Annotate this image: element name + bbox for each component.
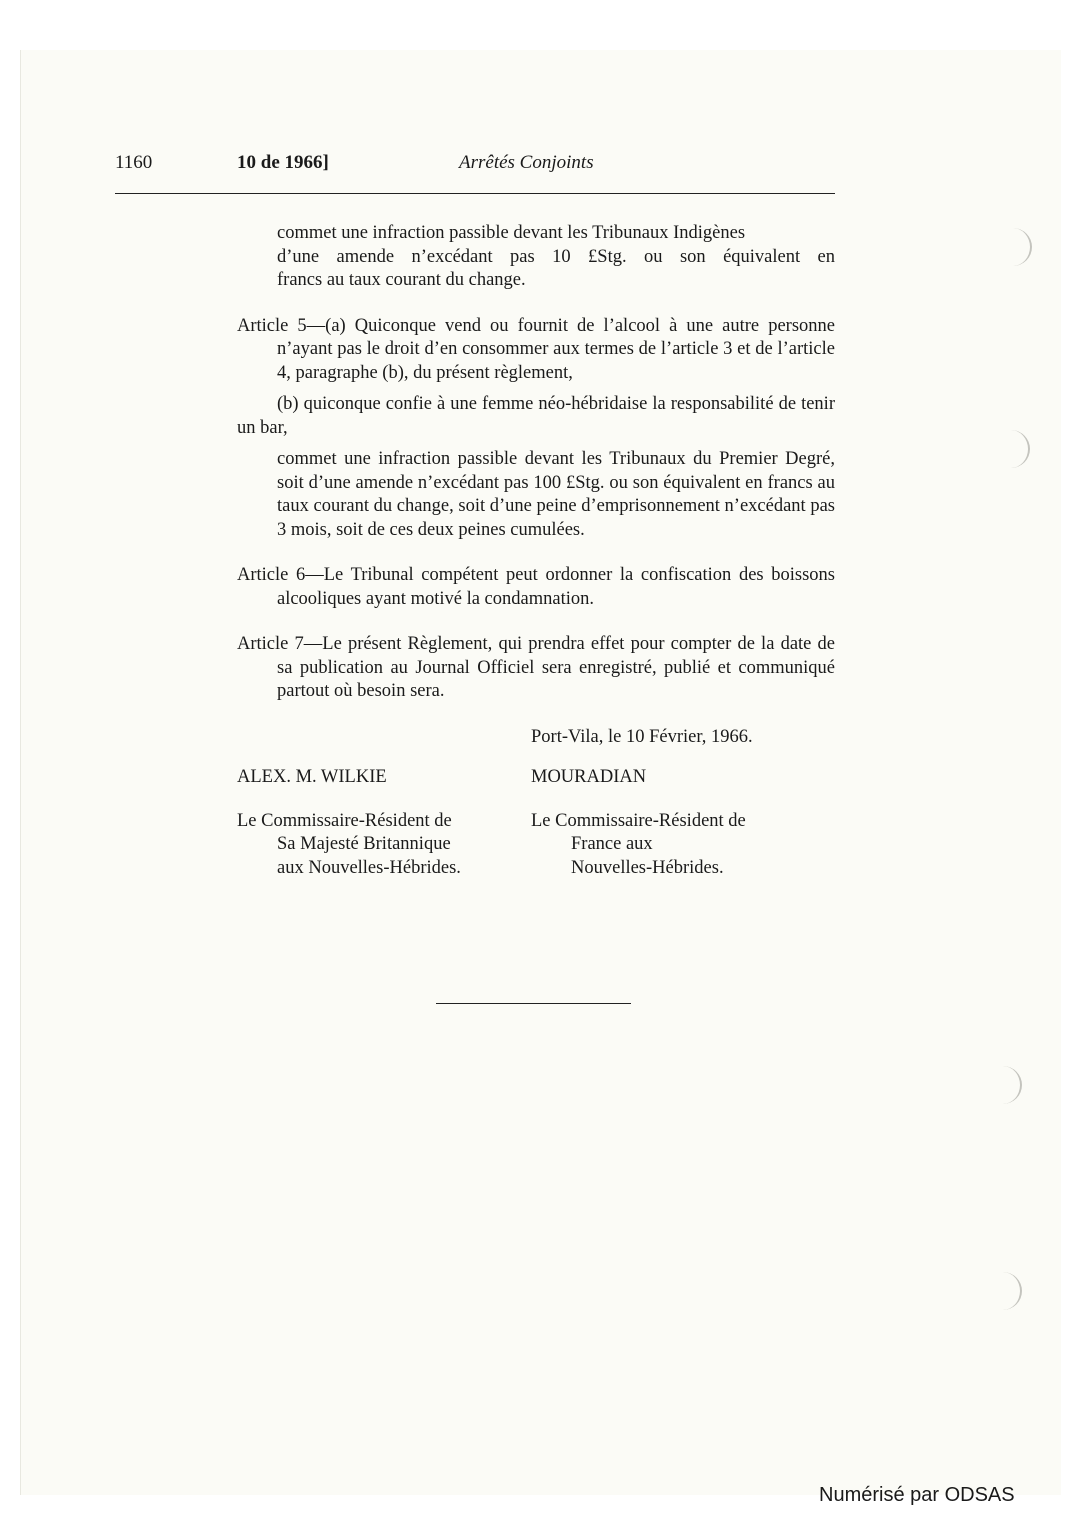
right-signatory-title bbox=[531, 810, 831, 881]
intro-line: francs au taux courant du change. bbox=[277, 270, 526, 290]
page-number: 1160 bbox=[115, 152, 153, 173]
place-date: Port-Vila, le 10 Février, 1966. bbox=[531, 726, 753, 747]
document-number: 10 de 1966] bbox=[237, 152, 329, 173]
title-line: Le Commissaire-Résident de bbox=[531, 810, 746, 831]
document-body bbox=[237, 222, 835, 880]
article-7: Article 7—Le présent Règlement, qui prendra effet pour compter de la date de sa publication au Journal Officiel sera enregistré, publié et communiqué partout où besoin sera. bbox=[237, 634, 835, 701]
page-header bbox=[115, 152, 835, 182]
article-5b: (b) quiconque confie à une femme néo-hébridaise la responsabilité de tenir un bar, bbox=[237, 394, 835, 438]
intro-line: commet une infraction passible devant les Tribunaux Indigènes bbox=[277, 223, 746, 243]
right-signatory-name: MOURADIAN bbox=[531, 767, 647, 787]
article-5-penalty: commet une infraction passible devant les Tribunaux du Premier Degré, soit d’une amende n’excédant pas 100 £Stg. ou son équivalent en francs au taux courant du change, soit d’une peine d’emprisonnement n’excédant pas 3 mois, soit de ces deux peines cumulées. bbox=[277, 449, 835, 540]
end-rule bbox=[436, 1003, 631, 1004]
title-line: Nouvelles-Hébrides. bbox=[571, 857, 724, 878]
left-signatory-title bbox=[237, 810, 531, 881]
title-line: Sa Majesté Britannique bbox=[277, 834, 451, 854]
signatory-names bbox=[237, 766, 835, 790]
title-line: France aux bbox=[571, 834, 653, 854]
intro-paragraph bbox=[237, 222, 835, 293]
digitization-watermark: Numérisé par ODSAS bbox=[819, 1484, 1015, 1506]
left-signatory-name: ALEX. M. WILKIE bbox=[237, 767, 387, 787]
title-line: Le Commissaire-Résident de bbox=[237, 810, 452, 831]
title-line: aux Nouvelles-Hébrides. bbox=[277, 857, 461, 878]
running-title: Arrêtés Conjoints bbox=[459, 152, 594, 173]
intro-line: d’une amende n’excédant pas 10 £Stg. ou son équivalent en bbox=[277, 246, 835, 267]
article-6: Article 6—Le Tribunal compétent peut ordonner la confiscation des boissons alcooliques ayant motivé la condamnation. bbox=[237, 565, 835, 609]
article-5a: Article 5—(a) Quiconque vend ou fournit de l’alcool à une autre personne n’ayant pas le droit d’en consommer aux termes de l’article 3 et de l’article 4, paragraphe (b), du présent règlement, bbox=[237, 315, 835, 383]
header-rule bbox=[115, 193, 835, 194]
signatory-titles bbox=[237, 810, 835, 881]
